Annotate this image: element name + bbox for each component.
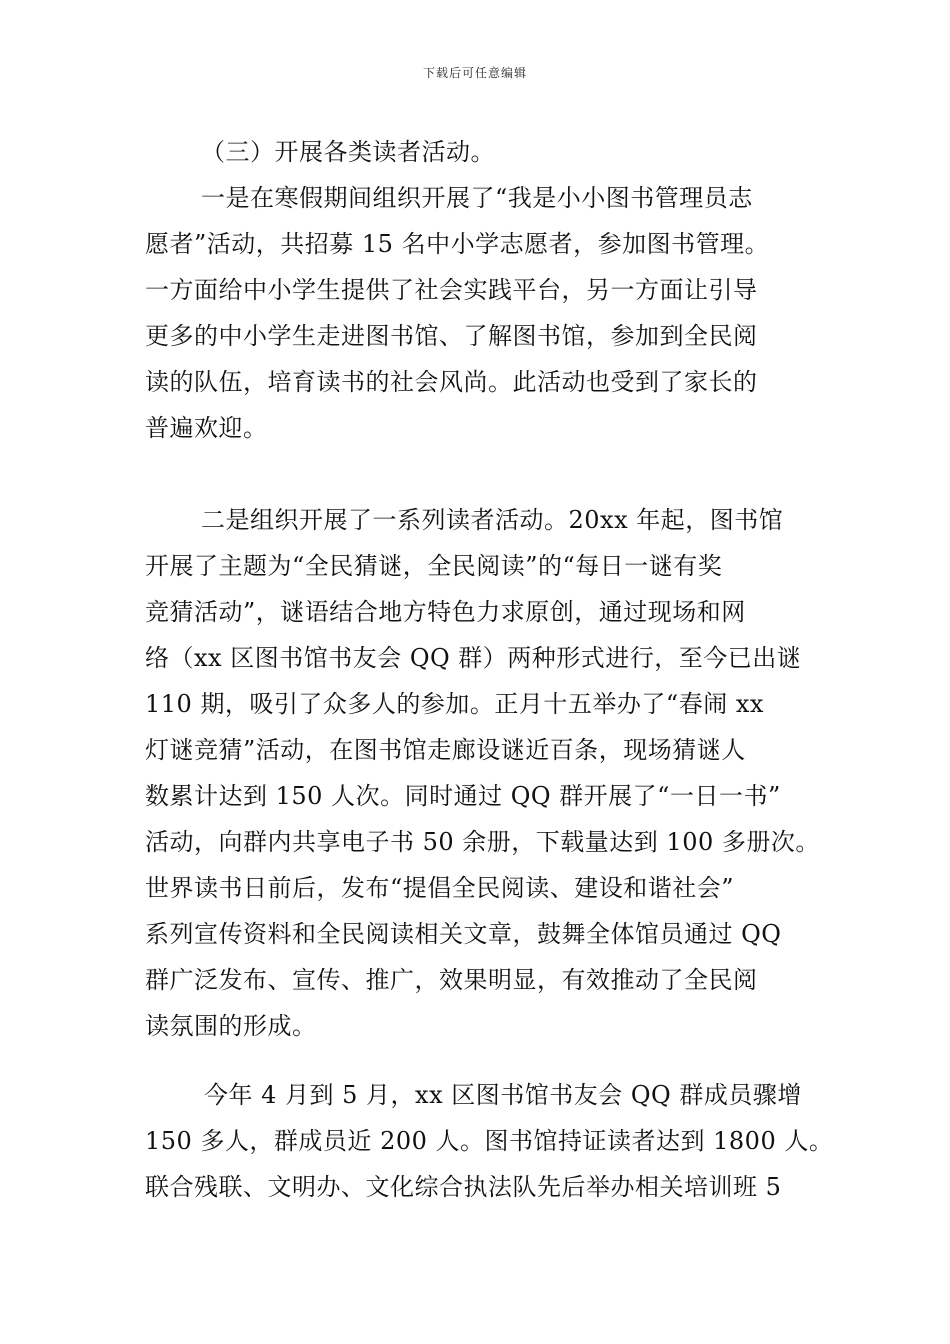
section-heading: （三）开展各类读者活动。 bbox=[201, 138, 495, 166]
paragraph-line: 110 期，吸引了众多人的参加。正月十五举办了“春闹 xx bbox=[145, 690, 764, 718]
paragraph-line: 读的队伍，培育读书的社会风尚。此活动也受到了家长的 bbox=[145, 368, 758, 396]
paragraph-line: 群广泛发布、宣传、推广，效果明显，有效推动了全民阅 bbox=[145, 966, 758, 994]
paragraph-line: 络（xx 区图书馆书友会 QQ 群）两种形式进行，至今已出谜 bbox=[145, 644, 802, 672]
paragraph-line: 一方面给中小学生提供了社会实践平台，另一方面让引导 bbox=[145, 276, 758, 304]
paragraph-line: 数累计达到 150 人次。同时通过 QQ 群开展了“一日一书” bbox=[145, 782, 781, 810]
paragraph-line: 读氛围的形成。 bbox=[145, 1012, 317, 1040]
paragraph-line: 开展了主题为“全民猜谜，全民阅读”的“每日一谜有奖 bbox=[145, 552, 723, 580]
paragraph-line: 系列宣传资料和全民阅读相关文章，鼓舞全体馆员通过 QQ bbox=[145, 920, 782, 948]
paragraph-line: 灯谜竞猜”活动，在图书馆走廊设谜近百条，现场猜谜人 bbox=[145, 736, 746, 764]
paragraph-line: 一是在寒假期间组织开展了“我是小小图书管理员志 bbox=[201, 184, 753, 212]
paragraph-line: 普遍欢迎。 bbox=[145, 414, 268, 442]
paragraph-line: 竞猜活动”，谜语结合地方特色力求原创，通过现场和网 bbox=[145, 598, 746, 626]
paragraph-line: 二是组织开展了一系列读者活动。20xx 年起，图书馆 bbox=[201, 506, 784, 534]
paragraph-line: 更多的中小学生走进图书馆、了解图书馆，参加到全民阅 bbox=[145, 322, 758, 350]
paragraph-line: 活动，向群内共享电子书 50 余册，下载量达到 100 多册次。 bbox=[145, 828, 820, 856]
paragraph-line: 今年 4 月到 5 月，xx 区图书馆书友会 QQ 群成员骤增 bbox=[204, 1081, 802, 1109]
paragraph-line: 联合残联、文明办、文化综合执法队先后举办相关培训班 5 bbox=[145, 1173, 782, 1201]
paragraph-line: 愿者”活动，共招募 15 名中小学志愿者，参加图书管理。 bbox=[145, 230, 770, 258]
paragraph-line: 世界读书日前后，发布“提倡全民阅读、建设和谐社会” bbox=[145, 874, 735, 902]
paragraph-line: 150 多人，群成员近 200 人。图书馆持证读者达到 1800 人。 bbox=[145, 1127, 834, 1155]
page-header: 下载后可任意编辑 bbox=[422, 66, 527, 80]
